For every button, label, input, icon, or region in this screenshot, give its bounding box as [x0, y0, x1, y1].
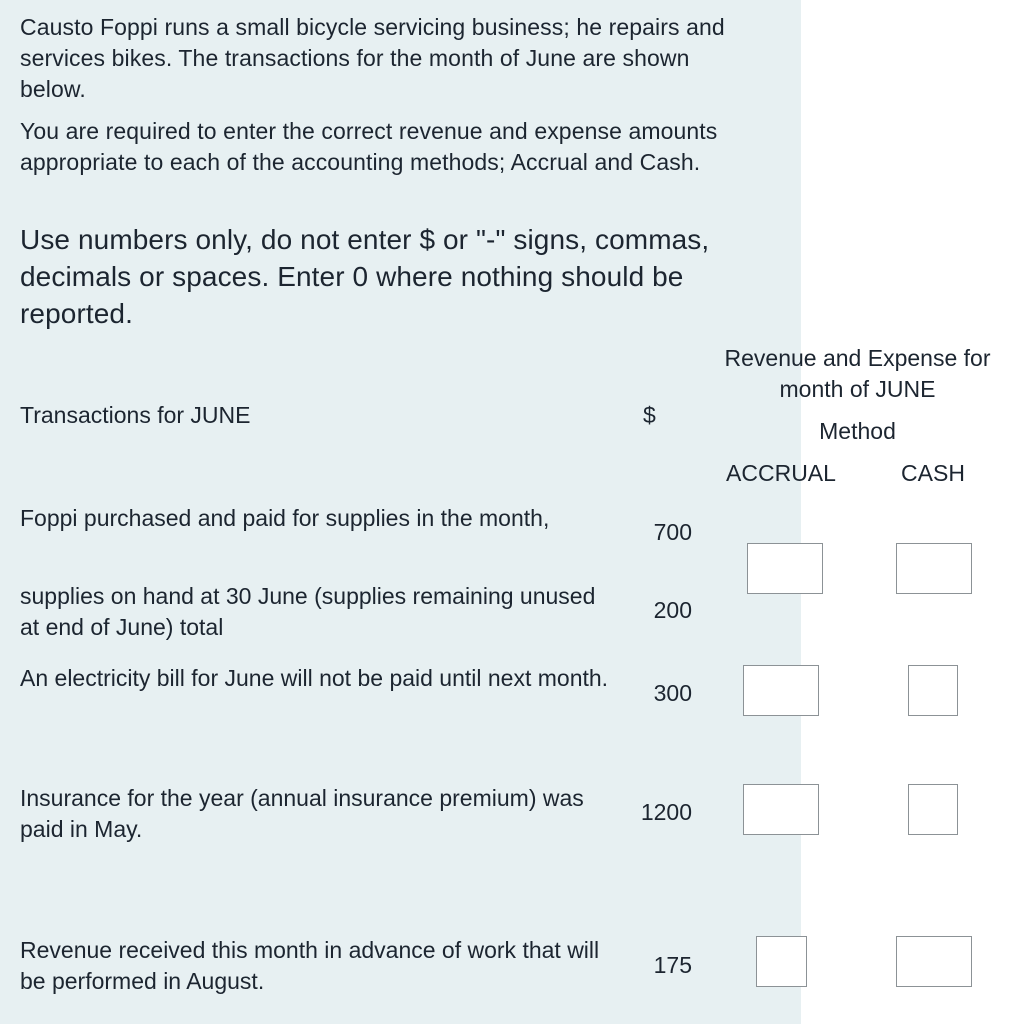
cash-input-revenue[interactable] — [896, 936, 972, 987]
intro-paragraph-2: You are required to enter the correct revenue and expense amounts appropriate to each of the accounting methods; Accrual and Cash. — [20, 118, 718, 175]
accrual-input-revenue[interactable] — [756, 936, 807, 987]
transaction-description: supplies on hand at 30 June (supplies remaining unused at end of June) total — [20, 583, 596, 640]
transaction-amount: 200 — [653, 597, 692, 623]
cash-input-supplies[interactable] — [896, 543, 972, 594]
accrual-input-supplies[interactable] — [747, 543, 823, 594]
accrual-column-header: ACCRUAL — [726, 460, 836, 486]
amount-header: $ — [643, 402, 656, 428]
cash-input-insurance[interactable] — [908, 784, 958, 835]
intro-paragraph-1: Causto Foppi runs a small bicycle servicing business; he repairs and services bikes. The transactions for the month of June are shown below. — [20, 14, 725, 102]
transaction-description: Foppi purchased and paid for supplies in the month, — [20, 505, 550, 531]
transaction-amount: 300 — [653, 680, 692, 706]
instructions-paragraph: Use numbers only, do not enter $ or "-" signs, commas, decimals or spaces. Enter 0 where nothing should be reported. — [20, 224, 710, 329]
revenue-expense-header: Revenue and Expense for month of JUNE — [724, 345, 991, 402]
transaction-amount: 700 — [653, 519, 692, 545]
transactions-header: Transactions for JUNE — [20, 402, 251, 428]
cash-column-header: CASH — [901, 460, 965, 486]
transaction-description: Revenue received this month in advance of work that will be performed in August. — [20, 937, 600, 994]
transaction-description: An electricity bill for June will not be paid until next month. — [20, 665, 609, 691]
transaction-amount: 1200 — [640, 799, 692, 825]
accrual-input-insurance[interactable] — [743, 784, 819, 835]
accrual-input-electricity[interactable] — [743, 665, 819, 716]
transaction-amount: 175 — [653, 952, 692, 978]
transaction-description: Insurance for the year (annual insurance premium) was paid in May. — [20, 785, 584, 842]
cash-input-electricity[interactable] — [908, 665, 958, 716]
method-header: Method — [819, 418, 896, 444]
